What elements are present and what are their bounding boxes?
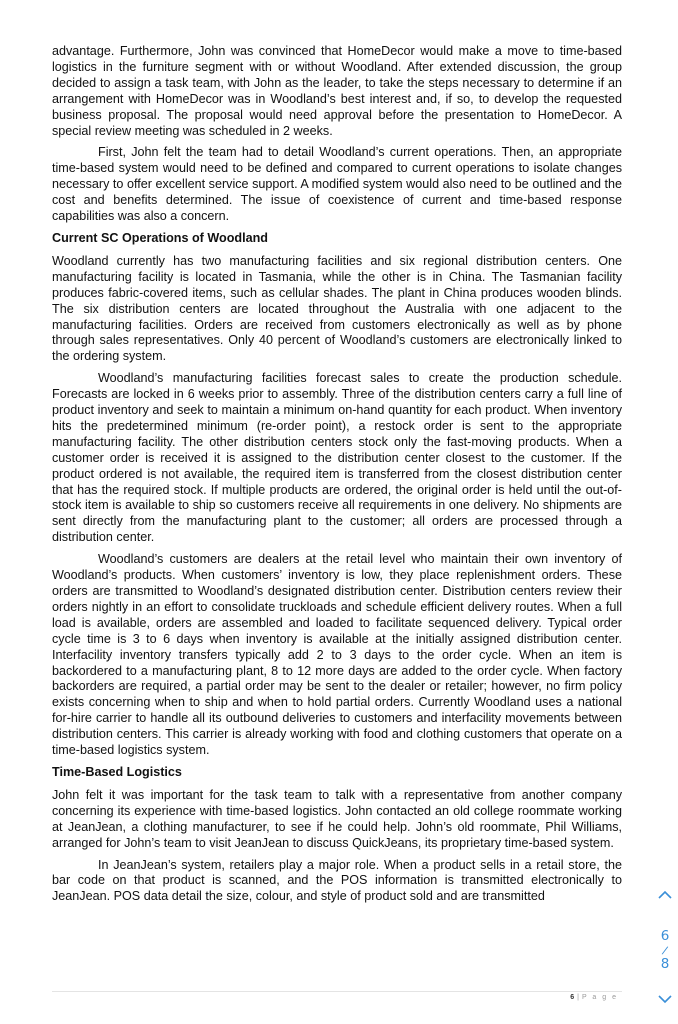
next-page-button[interactable]	[652, 994, 678, 1014]
section-heading-time-based-logistics: Time-Based Logistics	[52, 764, 182, 779]
paragraph-4: Woodland’s manufacturing facilities forecast sales to create the production schedule. Forecasts are locked in 6 weeks prior to assembly. Three of the distribution centers carry a full line of product inventory and seek to maintain a minimum on-hand quantity for each product. When inventory hits the predetermined minimum (re-order point), a restock order is sent to the appropriate manufacturing facility. The other distribution centers stock only the fast-moving products. When a customer order is received it is assigned to the distribution center closest to the customer. If the product ordered is not available, the required item is transferred from the closest distribution center that has the required stock. If multiple products are ordered, the original order is held until the out-of-stock item is available to ship so customers receive all requirements in one delivery. No shipments are sent directly from the manufacturing plant to the customer; all orders are processed through a distribution center.	[52, 371, 622, 545]
chevron-down-icon	[652, 994, 678, 1004]
paragraph-6: John felt it was important for the task team to talk with a representative from another company concerning its experience with time-based logistics. John contacted an old college roommate working at JeanJean, a clothing manufacturer, to see if he could help. John’s old roommate, Phil Williams, arranged for John’s team to visit JeanJean to discuss QuickJeans, its proprietary time-based system.	[52, 787, 622, 850]
footer-divider	[52, 991, 622, 992]
paragraph-1: advantage. Furthermore, John was convinced that HomeDecor would make a move to time-based logistics in the furniture segment with or without Woodland. After extended discussion, the group decided to assign a task team, with John as the leader, to take the steps necessary to determine if an arrangement with HomeDecor was in Woodland’s best interest and, if so, to develop the requested business proposal. The proposal would need approval before the presentation to HomeDecor. A special review meeting was scheduled in 2 weeks.	[52, 44, 622, 138]
section-heading-current-operations: Current SC Operations of Woodland	[52, 230, 268, 245]
footer-separator: |	[577, 994, 580, 1001]
page-footer	[570, 994, 618, 1001]
previous-page-button[interactable]	[652, 890, 678, 910]
chevron-up-icon	[652, 890, 678, 900]
page-counter-slash: /	[661, 943, 669, 958]
page-counter	[652, 928, 678, 973]
page-navigator	[652, 888, 678, 1018]
current-page-number: 6	[660, 928, 670, 944]
footer-page-label: P a g e	[581, 994, 618, 1001]
footer-page-number: 6	[570, 994, 575, 1001]
total-page-count: 8	[660, 956, 670, 972]
paragraph-5: Woodland’s customers are dealers at the retail level who maintain their own inventory of Woodland’s products. When customers’ inventory is low, they place replenishment orders. These orders are transmitted to Woodland’s designated distribution center. Distribution centers review their orders nightly in an effort to consolidate truckloads and schedule efficient delivery routes. When a full load is available, orders are assembled and loaded to facilitate sequenced delivery. Typical order cycle time is 3 to 6 days when inventory is available at the initially assigned distribution center. Interfacility inventory transfers typically add 2 to 3 days to the order cycle. When an item is backordered to a manufacturing plant, 8 to 12 more days are added to the order cycle. When factory backorders are required, a partial order may be sent to the dealer or retailer; however, no firm policy exists concerning when to ship and when to hold partial orders. Currently Woodland uses a national for-hire carrier to handle all its outbound deliveries to customers and interfacility movements between distribution centers. This carrier is already working with food and clothing customers that operate on a time-based logistics system.	[52, 552, 622, 758]
paragraph-2: First, John felt the team had to detail Woodland’s current operations. Then, an appropriate time-based system would need to be defined and compared to current operations to isolate changes necessary to offer excellent service support. A modified system would also need to be outlined and the cost and benefits determined. The issue of coexistence of current and time-based response capabilities was also a concern.	[52, 145, 622, 224]
document-page	[52, 44, 622, 911]
paragraph-7: In JeanJean’s system, retailers play a major role. When a product sells in a retail store, the bar code on that product is scanned, and the POS information is transmitted electronically to JeanJean. POS data detail the size, colour, and style of product sold and are transmitted	[52, 857, 622, 904]
paragraph-3: Woodland currently has two manufacturing facilities and six regional distribution centers. One manufacturing facility is located in Tasmania, while the other is in China. The Tasmanian facility produces fabric-covered items, such as cellular shades. The plant in China produces wooden blinds. The six distribution centers are located throughout the Australia with one adjacent to the manufacturing facilities. Orders are received from customers electronically as well as by phone through sales representatives. Only 40 percent of Woodland’s customers are electronically linked to the ordering system.	[52, 253, 622, 364]
